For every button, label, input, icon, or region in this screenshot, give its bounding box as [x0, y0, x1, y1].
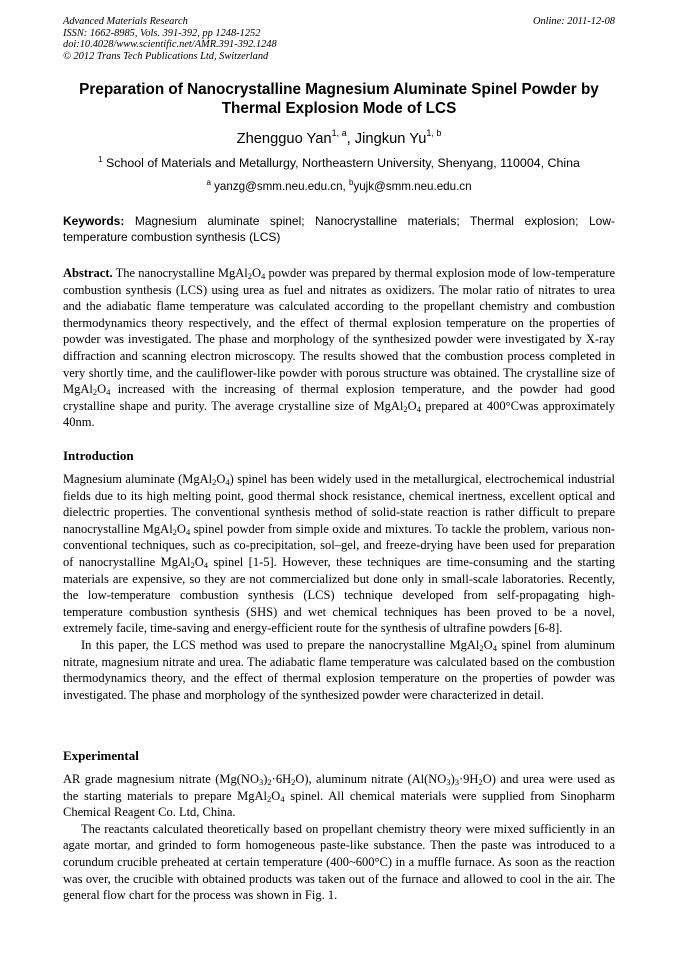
body-text: AR grade magnesium nitrate (Mg(NO [63, 772, 259, 786]
subscript: 2 [267, 777, 272, 787]
body-text: ) spinel has been widely used in the metallurgical, electrochemical industrial fields due to its high melting point, good thermal shock resistance, chemical inertness, excellent optical and dielectric properties. The conventional synthesis method of solid-state reaction is rather difficult to prepare nanocrystalline MgAl [63, 472, 615, 536]
affiliation [40, 156, 638, 171]
doi-line: doi:10.4028/www.scientific.net/AMR.391-392.1248 [63, 39, 277, 50]
body-text: O), aluminum nitrate (Al(NO [295, 772, 447, 786]
subscript: 4 [261, 271, 266, 281]
subscript: 3 [454, 777, 460, 787]
abstract [63, 265, 615, 431]
body-text: O) and urea were used as the starting materials to prepare MgAl [63, 772, 616, 803]
paragraph: Magnesium aluminate $(MgAl_2O_4)$ spinel has been widely used in the metallurgical, electrochemical industrial fields due to its high melting point, good thermal shock resistance, chemical inertness, excellent optical and dielectric properties. The conventional synthesis method of solid-state reaction is rather difficult to prepare nanocrystalline $MgAl_2O_4$ spinel powder from simple oxide and mixtures. To tackle the problem, various non-conventional techniques, such as co-precipitation, sol–gel, and freeze-drying have been used for preparation of nanocrystalline $MgAl_2O_4$ spinel [1-5]. However, these techniques are time-consuming and the starting materials are expensive, so they are not commercialized but done only in small-scale laboratories. Recently, the low-temperature combustion synthesis (LCS) technique developed from self-propagating high-temperature combustion synthesis (SHS) and wet chemical techniques has been proved to be a novel, extremely facile, time-saving and energy-efficient route for the synthesis of ultrafine powders [6-8]. [63, 472, 615, 636]
title-line-2: Thermal Explosion Mode of LCS [221, 100, 457, 117]
subscript: 4 [492, 642, 497, 653]
paragraph: In this paper, the LCS method was used to prepare the nanocrystalline $MgAl_2O_4$ spinel from aluminum nitrate, magnesium nitrate and urea. The adiabatic flame temperature was calculated based on the combustion thermodynamics theory, and the effect of thermal explosion temperature on the properties of powder was investigated. The phase and morphology of the synthesized powder were characterized in detail. [63, 637, 615, 702]
abstract-text: prepared at 400°Cwas approximately 40nm. [63, 398, 615, 430]
subscript: 3 [258, 777, 264, 787]
running-header [63, 16, 615, 62]
author-list [40, 130, 638, 148]
email-mark: b [348, 178, 354, 187]
paragraph: AR grade magnesium nitrate $(Mg(NO_3)_2\cdot 6H_2O)$, aluminum nitrate $(Al(NO_3)_3\cdot 9H_2O)$ and urea were used as the starting materials to prepare $MgAl_2O_4$ spinel. All chemical materials were supplied from Sinopharm Chemical Reagent Co. Ltd, China. [63, 772, 616, 820]
online-date: Online: 2011-12-08 [532, 16, 615, 27]
subscript: 3 [446, 777, 451, 787]
subscript: 4 [185, 526, 191, 537]
affiliation-text: School of Materials and Metallurgy, Northeastern University, Shenyang, 110004, China [102, 156, 580, 170]
body-text: spinel [1-5]. However, these techniques are time-consuming and the starting materials are expensive, so they are not commercialized but done only in small-scale laboratories. Recently, the low-temperature combustion synthesis (LCS) technique developed from self-propagating high-temperature combustion synthesis (SHS) and wet chemical techniques has been proved to be a novel, extremely facile, time-saving and energy-efficient route for the synthesis of ultrafine powders [6-8]. [63, 554, 615, 636]
subscript: 4 [203, 559, 208, 570]
formula-text: O [407, 398, 417, 413]
body-text: Magnesium aluminate (MgAl [63, 472, 213, 486]
keywords [63, 213, 615, 245]
author-emails [40, 179, 638, 194]
keywords-text: Magnesium aluminate spinel; Nanocrystalline materials; Thermal explosion; Low-temperature combustion synthesis (LCS) [63, 214, 615, 244]
author-affiliation-mark: 1, b [426, 128, 442, 138]
title-line-1: Preparation of Nanocrystalline Magnesium Aluminate Spinel Powder by [79, 81, 599, 98]
body-text: spinel. All chemical materials were supplied from Sinopharm Chemical Reagent Co. Ltd, China. [63, 788, 615, 820]
subscript: 4 [106, 387, 111, 398]
author-separator: , [346, 131, 355, 147]
subscript: 2 [479, 642, 484, 653]
keywords-label: Keywords: [63, 214, 125, 228]
body-text: spinel from aluminum nitrate, magnesium nitrate and urea. The adiabatic flame temperature was calculated based on the combustion thermodynamics theory, and the effect of thermal explosion temperature on the properties of powder was investigated. The phase and morphology of the synthesized powder were characterized in detail. [63, 637, 615, 702]
abstract-text: The nanocrystalline MgAl [112, 266, 248, 280]
body-text: ) [263, 772, 268, 786]
introduction-body [63, 471, 615, 703]
abstract-text: powder was prepared by thermal explosion mode of low-temperature combustion synthesis (LCS) using urea as fuel and nitrates as oxidizers. The molar ratio of nitrates to urea and the adiabatic flame temperature was calculated according to the propellant chemistry and combustion thermodynamics theory respectively, and the effect of thermal explosion temperature on the properties of powder was investigated. The phase and morphology of the synthesized powder were investigated by X-ray diffraction and scanning electron microscopy. The results showed that the combustion process completed in very shortly time, and the cauliflower-like powder with porous structure was obtained. The crystalline size of MgAl [63, 266, 616, 397]
journal-name: Advanced Materials Research [63, 16, 188, 27]
subscript: 2 [190, 559, 195, 570]
email-link[interactable]: yujk@smm.neu.edu.cn [353, 180, 472, 193]
subscript: 2 [212, 477, 217, 487]
body-text: spinel powder from simple oxide and mixtures. To tackle the problem, various non-conventional techniques, such as co-precipitation, sol–gel, and freeze-drying have been used for preparation of nanocrystalline MgAl [63, 521, 615, 569]
author-name: Zhengguo Yan [236, 131, 332, 147]
copyright-line: © 2012 Trans Tech Publications Ltd, Switzerland [63, 50, 269, 62]
subscript: 4 [225, 477, 230, 487]
abstract-label: Abstract. [63, 266, 113, 280]
author-affiliation-mark: 1, a [331, 128, 347, 138]
subscript: 4 [280, 793, 285, 804]
subscript: 2 [172, 526, 177, 537]
issn-line: ISSN: 1662-8985, Vols. 391-392, pp 1248-1252 [63, 27, 261, 39]
formula-text: O [252, 266, 262, 280]
body-text: In this paper, the LCS method was used to prepare the nanocrystalline MgAl [81, 637, 480, 652]
subscript: 4 [416, 403, 421, 414]
section-heading-introduction: Introduction [63, 448, 134, 463]
body-text: ) [450, 772, 455, 786]
subscript: 2 [267, 793, 272, 804]
formula-text: O [97, 382, 107, 397]
subscript: 2 [478, 777, 483, 787]
abstract-text: increased with the increasing of thermal explosion temperature, and the powder had good crystalline shape and purity. The average crystalline size of MgAl [63, 382, 615, 413]
affiliation-mark: 1 [98, 155, 103, 164]
paragraph: The reactants calculated theoretically based on propellant chemistry theory were mixed sufficiently in an agate mortar, and grinded to form homogeneous paste-like substance. Then the paste was introduced to a corundum crucible preheated at certain temperature (400~600°C) in a muffle furnace. As soon as the reaction was over, the crucible with obtained products was taken out of the furnace and allowed to cool in the air. The general flow chart for the process was shown in Fig. 1. [63, 821, 615, 903]
subscript: 2 [403, 403, 408, 414]
subscript: 2 [247, 271, 252, 281]
subscript: 2 [92, 387, 98, 398]
author-name: Jingkun Yu [354, 131, 427, 147]
email-link[interactable]: yanzg@smm.neu.edu.cn, [210, 180, 349, 193]
body-text: ·9H [459, 772, 479, 786]
subscript: 2 [291, 777, 296, 787]
email-mark: a [206, 178, 211, 187]
body-text: ·6H [271, 772, 292, 786]
section-heading-experimental: Experimental [63, 748, 139, 763]
experimental-body [63, 771, 615, 904]
paper-title [40, 80, 638, 118]
